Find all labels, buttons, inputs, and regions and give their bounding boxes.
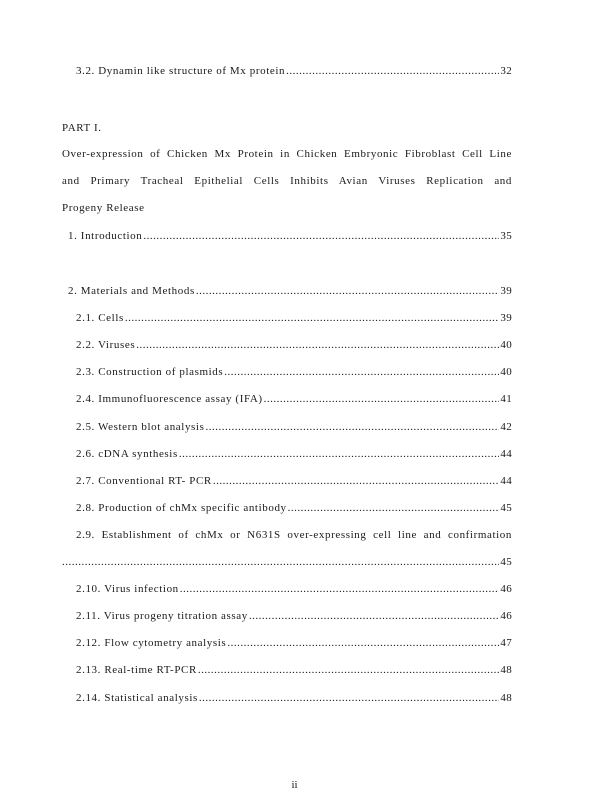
toc-entry-materials-methods	[68, 284, 512, 298]
toc-entry-2-4	[76, 392, 512, 406]
toc-entry-label: 2.8. Production of chMx specific antibody	[76, 502, 287, 514]
toc-entry-page: 48	[500, 692, 512, 704]
dot-leader	[227, 636, 499, 650]
toc-entry-label: 2.5. Western blot analysis	[76, 421, 205, 433]
toc-entry-page: 44	[500, 475, 512, 487]
toc-entry-2-8	[76, 501, 512, 515]
toc-entry-label: 2.10. Virus infection	[76, 583, 179, 595]
toc-entry-2-1	[76, 311, 512, 325]
part-title-line-1: Over-expression of Chicken Mx Protein in Chicken Embryonic Fibroblast Cell Line	[62, 148, 512, 160]
toc-entry-label: 1. Introduction	[68, 230, 143, 242]
part-heading: PART I.	[62, 122, 102, 134]
toc-entry-page: 48	[500, 664, 512, 676]
toc-entry-2-12	[76, 636, 512, 650]
toc-entry-3-2	[76, 64, 512, 78]
toc-entry-label: 2.11. Virus progeny titration assay	[76, 610, 248, 622]
toc-entry-page: 47	[500, 637, 512, 649]
toc-entry-label: 2.1. Cells	[76, 312, 124, 324]
toc-entry-2-2	[76, 338, 512, 352]
toc-entry-2-10	[76, 582, 512, 596]
dot-leader	[205, 420, 499, 434]
toc-entry-page: 40	[500, 339, 512, 351]
toc-entry-2-14	[76, 691, 512, 705]
toc-entry-label: 2.14. Statistical analysis	[76, 692, 198, 704]
dot-leader	[143, 229, 499, 243]
dot-leader	[125, 311, 500, 325]
dot-leader	[62, 555, 499, 569]
toc-entry-label: 2.4. Immunofluorescence assay (IFA)	[76, 393, 263, 405]
toc-entry-page: 39	[500, 285, 512, 297]
dot-leader	[136, 338, 499, 352]
dot-leader	[224, 365, 499, 379]
toc-entry-page: 45	[500, 556, 512, 568]
part-title-line-2: and Primary Tracheal Epithelial Cells Inhibits Avian Viruses Replication and	[62, 175, 512, 187]
toc-entry-label: 2.13. Real-time RT-PCR	[76, 664, 197, 676]
dot-leader	[286, 64, 499, 78]
toc-entry-2-13	[76, 663, 512, 677]
page-number: ii	[291, 779, 298, 791]
toc-entry-page: 41	[500, 393, 512, 405]
toc-entry-label: 2.12. Flow cytometry analysis	[76, 637, 227, 649]
dot-leader	[198, 663, 499, 677]
dot-leader	[196, 284, 500, 298]
dot-leader	[180, 582, 500, 596]
toc-entry-2-5	[76, 420, 512, 434]
toc-entry-label: 2.6. cDNA synthesis	[76, 448, 178, 460]
toc-entry-page: 42	[500, 421, 512, 433]
toc-entry-page: 35	[500, 230, 512, 242]
toc-entry-label: 2.7. Conventional RT- PCR	[76, 475, 212, 487]
part-title-line-3: Progeny Release	[62, 202, 145, 214]
toc-entry-page: 40	[500, 366, 512, 378]
dot-leader	[213, 474, 500, 488]
toc-entry-page: 44	[500, 448, 512, 460]
toc-entry-page: 45	[500, 502, 512, 514]
toc-entry-label: 2. Materials and Methods	[68, 285, 195, 297]
toc-entry-page: 46	[500, 583, 512, 595]
dot-leader	[179, 447, 500, 461]
dot-leader	[264, 392, 500, 406]
toc-entry-page: 32	[500, 65, 512, 77]
toc-entry-2-11	[76, 609, 512, 623]
toc-entry-page: 39	[500, 312, 512, 324]
dot-leader	[199, 691, 499, 705]
toc-entry-introduction	[68, 229, 512, 243]
toc-entry-label: 2.2. Viruses	[76, 339, 136, 351]
dot-leader	[288, 501, 500, 515]
toc-entry-2-7	[76, 474, 512, 488]
toc-entry-2-3	[76, 365, 512, 379]
toc-entry-label: 2.3. Construction of plasmids	[76, 366, 224, 378]
toc-entry-2-9-leader	[62, 555, 512, 569]
toc-entry-label: 3.2. Dynamin like structure of Mx protein	[76, 65, 286, 77]
dot-leader	[249, 609, 500, 623]
toc-entry-2-9-label: 2.9. Establishment of chMx or N631S over-expressing cell line and confirmation	[76, 529, 512, 541]
toc-entry-2-6	[76, 447, 512, 461]
toc-entry-page: 46	[500, 610, 512, 622]
